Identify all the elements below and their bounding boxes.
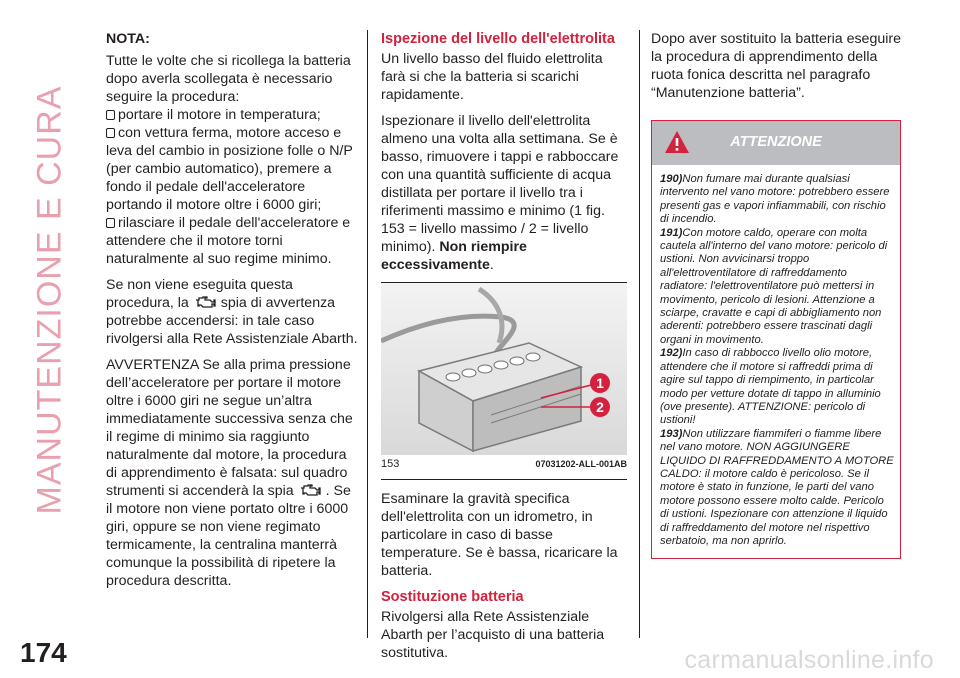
column-2 (381, 30, 627, 670)
warning-body (652, 165, 900, 558)
electrolyte-instructions: Ispezionare il livello dell'elettrolita almeno una volta alla settimana. Se è basso, rimuovere i tappi e rabboccare con una quantità sufficiente di acqua distillata per portare il livello tra i riferimenti massimo e minimo (1 fig. 153 = livello massimo / 2 = livello minimo). Non riempire eccessivamente. (381, 113, 619, 273)
figure-bottom-rule (381, 479, 627, 480)
list-item: rilasciare il pedale dell'acceleratore e attendere che il motore torni naturalmente al suo regime minimo. (106, 215, 351, 267)
checkbox-bullet-icon (106, 128, 115, 138)
nota-heading: NOTA: (106, 31, 150, 47)
column-divider-1 (367, 30, 368, 638)
callout-2-label: 2 (596, 399, 604, 415)
column-divider-2 (639, 30, 640, 638)
warning-header (652, 121, 900, 165)
checkbox-bullet-icon (106, 218, 115, 228)
checkbox-bullet-icon (106, 110, 115, 120)
after-replacement-paragraph: Dopo aver sostituito la batteria eseguire la procedura di apprendimento della ruota fonica descritta nel paragrafo “Manutenzione batteria”. (651, 31, 901, 101)
column-3 (651, 30, 901, 559)
figure-caption (381, 455, 627, 473)
avvertenza-paragraph: AVVERTENZA Se alla prima pressione dell’acceleratore per portare il motore oltre i 6000 giri ne segue un’altra immediatamente successiva senza che il regime di minimo sia raggiunto naturalmente dal motore, la procedura di apprendimento è falsata: sul quadro strumenti si accenderà la spia . Se il motore non viene portato oltre i 6000 giri, oppure se non viene regimato termicamente, la centralina manterrà comunque la possibilità di ripetere la procedura descritta. (106, 357, 353, 589)
battery-figure (381, 282, 627, 473)
section-title: MANUTENZIONE E CURA (30, 85, 69, 515)
warning-item: 192)In caso di rabbocco livello olio motore, attendere che il motore si raffreddi prima di agire sul tappo di riempimento, in particolar modo per vetture dotate di tappo in alluminio (ove presente). ATTENZIONE: pericolo di ustioni! (660, 347, 881, 427)
warning-item: 193)Non utilizzare fiammiferi o fiamme libere nel vano motore. NON AGGIUNGERE LIQUIDO DI RAFFREDDAMENTO A MOTORE CALDO: il motore caldo è pericoloso. Se il motore è stato in funzione, le parti del vano motore possono essere molto calde. Pericolo di ustioni. Ispezionare con attenzione il liquido di raffreddamento del motore nel rispettivo serbatoio, ma non aprirlo. (660, 427, 894, 547)
page-number: 174 (20, 637, 67, 668)
watermark: carmanualsonline.info (684, 646, 934, 674)
list-item: con vettura ferma, motore acceso e leva del cambio in posizione folle o N/P (per cambio automatico), premere a fondo il pedale dell'acceleratore portando il motore oltre i 6000 giri; (106, 125, 353, 213)
procedure-intro: Tutte le volte che si ricollega la batteria dopo averla scollegata è necessario seguire la procedura: (106, 53, 351, 105)
column-1 (106, 30, 358, 598)
list-item: portare il motore in temperatura; (106, 106, 358, 124)
battery-illustration (381, 283, 627, 455)
procedure-list (106, 106, 358, 268)
battery-replacement-text: Rivolgersi alla Rete Assistenziale Abarth per l’acquisto di una batteria sostitutiva. (381, 609, 605, 661)
procedure-note: Se non viene eseguita questa procedura, la spia di avvertenza potrebbe accendersi: in tale caso rivolgersi alla Rete Assistenziale Abarth. (106, 277, 358, 347)
figure-number: 153 (381, 458, 400, 470)
electrolyte-intro: Un livello basso del fluido elettrolita farà si che la batteria si scarichi rapidamente. (381, 51, 603, 103)
warning-item: 190)Non fumare mai durante qualsiasi intervento nel vano motore: potrebbero essere presenti gas e vapori infiammabili, con rischio di incendio. (660, 173, 890, 226)
warning-item: 191)Con motore caldo, operare con molta cautela all'interno del vano motore: pericolo di ustioni. Non avvicinarsi troppo all'elettroventilatore di raffreddamento radiatore: l'elettroventilatore può mettersi in movimento, pericolo di lesioni. Attenzione a sciarpe, cravatte e capi di abbigliamento non aderenti: potrebbero essere trascinati dagli organi in movimento. (660, 226, 888, 346)
engine-warning-lamp-icon (299, 483, 321, 497)
electrolyte-heading: Ispezione del livello dell'elettrolita (381, 31, 615, 47)
callout-1-label: 1 (596, 375, 604, 391)
warning-title: ATTENZIONE (730, 134, 822, 150)
warning-box (651, 120, 901, 559)
specific-gravity-paragraph: Esaminare la gravità specifica dell'elettrolita con un idrometro, in particolare in caso di basse temperature. Se è bassa, ricaricare la batteria. (381, 491, 618, 579)
battery-replacement-heading: Sostituzione batteria (381, 589, 524, 605)
figure-code: 07031202-ALL-001AB (535, 459, 627, 469)
engine-warning-lamp-icon (194, 295, 216, 309)
